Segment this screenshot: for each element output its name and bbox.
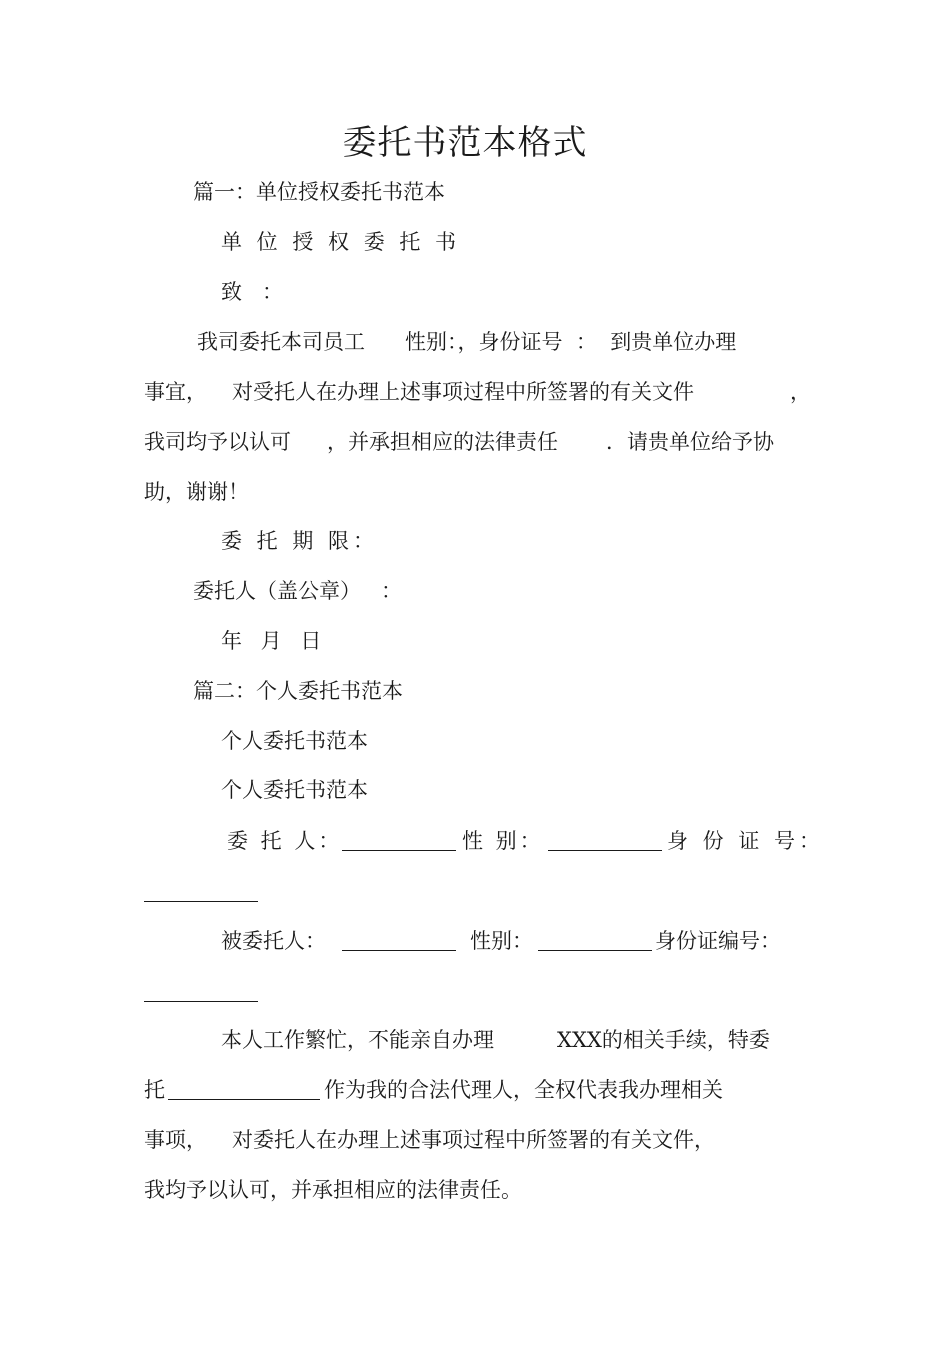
part1-date: 年 月 日 <box>221 629 328 653</box>
part2-heading: 篇二：个人委托书范本 <box>193 679 403 703</box>
document-title: 委托书范本格式 <box>342 123 588 163</box>
agent-id-label: 身份证编号： <box>655 929 781 953</box>
agent-gender-label: 性别： <box>470 929 533 953</box>
part1-paragraph-line1: 我司委托本司员工 性别：，身份证号 ： 到贵单位办理 <box>197 330 737 354</box>
agent-blank <box>342 928 456 951</box>
body-line3a: 事项， <box>144 1128 207 1152</box>
body-line2a: 托 <box>144 1078 165 1102</box>
body-line4: 我均予以认可，并承担相应的法律责任。 <box>144 1178 522 1202</box>
part2-subtitle-1: 个人委托书范本 <box>221 729 368 753</box>
part1-addressee: 致 ： <box>221 280 284 304</box>
body-line2b: 作为我的合法代理人，全权代表我办理相关 <box>324 1078 723 1102</box>
body-line3b: 对委托人在办理上述事项过程中所签署的有关文件， <box>232 1128 715 1152</box>
agent-id-blank <box>144 979 258 1002</box>
agent-label: 被委托人： <box>221 929 326 953</box>
part1-paragraph-line2c: ， <box>790 380 811 404</box>
principal-label: 委 托 人： <box>227 829 343 853</box>
part1-paragraph-line3a: 我司均予以认可 <box>144 430 291 454</box>
body-line1a: 本人工作繁忙，不能亲自办理 <box>221 1028 494 1052</box>
part1-heading: 篇一：单位授权委托书范本 <box>193 180 445 204</box>
part1-paragraph-line3c: ．请贵单位给予协 <box>606 430 774 454</box>
part1-principal-seal: 委托人（盖公章） ： <box>193 579 403 603</box>
part2-subtitle-2: 个人委托书范本 <box>221 778 368 802</box>
part1-doc-title: 单 位 授 权 委 托 书 <box>221 230 461 254</box>
body-line1b: XXX的相关手续，特委 <box>557 1028 770 1052</box>
part1-paragraph-line4: 助，谢谢！ <box>144 480 249 504</box>
part1-paragraph-line3b: ，并承担相应的法律责任 <box>327 430 558 454</box>
principal-gender-blank <box>548 828 662 851</box>
principal-gender-label: 性 别： <box>462 829 544 853</box>
part1-paragraph-line2a: 事宜， <box>144 380 207 404</box>
principal-id-blank <box>144 879 258 902</box>
agent-gender-blank <box>538 928 652 951</box>
principal-blank <box>342 828 456 851</box>
part1-paragraph-line2b: 对受托人在办理上述事项过程中所签署的有关文件 <box>232 380 694 404</box>
agent-name-blank <box>168 1077 320 1100</box>
part1-term: 委 托 期 限： <box>221 529 379 553</box>
principal-id-label: 身 份 证 号： <box>667 829 825 853</box>
